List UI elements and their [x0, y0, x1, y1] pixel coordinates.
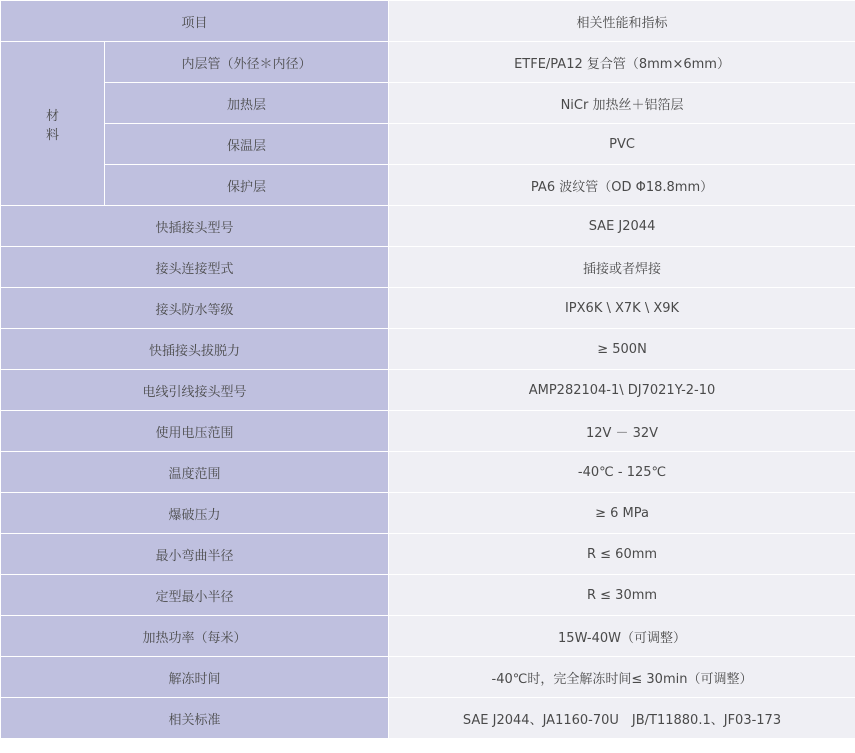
table-row: [1, 575, 855, 616]
row-value: ≥ 6 MPa: [389, 493, 855, 534]
row-label: 电线引线接头型号: [1, 370, 389, 411]
row-value: IPX6K \ X7K \ X9K: [389, 288, 855, 329]
row-value: R ≤ 60mm: [389, 534, 855, 575]
table-row: [1, 370, 855, 411]
row-value: R ≤ 30mm: [389, 575, 855, 616]
row-value: -40℃时，完全解冻时间≤ 30min（可调整）: [389, 657, 855, 698]
table-row: [1, 534, 855, 575]
row-label: 最小弯曲半径: [1, 534, 389, 575]
table-row: [1, 247, 855, 288]
row-value: SAE J2044: [389, 206, 855, 247]
table-row: [1, 124, 855, 165]
row-value: 12V － 32V: [389, 411, 855, 452]
row-value: 15W-40W（可调整）: [389, 616, 855, 657]
row-label: 保温层: [105, 124, 389, 165]
header-spec: 相关性能和指标: [389, 1, 855, 42]
table-row: [1, 657, 855, 698]
row-label: 使用电压范围: [1, 411, 389, 452]
row-label: 加热功率（每米）: [1, 616, 389, 657]
row-value: PA6 波纹管（OD Φ18.8mm）: [389, 165, 855, 206]
header-item: 项目: [1, 1, 389, 42]
row-value: ETFE/PA12 复合管（8mm×6mm）: [389, 42, 855, 83]
table-row: [1, 83, 855, 124]
table-row: [1, 165, 855, 206]
table-row: [1, 452, 855, 493]
row-label: 接头连接型式: [1, 247, 389, 288]
table-row: [1, 616, 855, 657]
row-value: PVC: [389, 124, 855, 165]
row-label: 快插接头型号: [1, 206, 389, 247]
row-value: SAE J2044、JA1160-70U JB/T11880.1、JF03-173: [389, 698, 855, 739]
row-value: 插接或者焊接: [389, 247, 855, 288]
row-label: 爆破压力: [1, 493, 389, 534]
header-row: [1, 1, 855, 42]
row-value: NiCr 加热丝＋铝箔层: [389, 83, 855, 124]
table-row: [1, 698, 855, 739]
table-row: [1, 288, 855, 329]
row-label: 定型最小半径: [1, 575, 389, 616]
row-label: 加热层: [105, 83, 389, 124]
row-label: 温度范围: [1, 452, 389, 493]
table-row: [1, 206, 855, 247]
row-label: 解冻时间: [1, 657, 389, 698]
row-label: 相关标准: [1, 698, 389, 739]
table-row: [1, 42, 855, 83]
row-value: ≥ 500N: [389, 329, 855, 370]
table-row: [1, 411, 855, 452]
row-label: 保护层: [105, 165, 389, 206]
row-value: -40℃ - 125℃: [389, 452, 855, 493]
table-row: [1, 329, 855, 370]
row-label: 接头防水等级: [1, 288, 389, 329]
row-label: 内层管（外径＊内径）: [105, 42, 389, 83]
row-value: AMP282104-1\ DJ7021Y-2-10: [389, 370, 855, 411]
row-label: 快插接头拔脱力: [1, 329, 389, 370]
table-row: [1, 493, 855, 534]
category-materials: 材料: [1, 42, 105, 206]
